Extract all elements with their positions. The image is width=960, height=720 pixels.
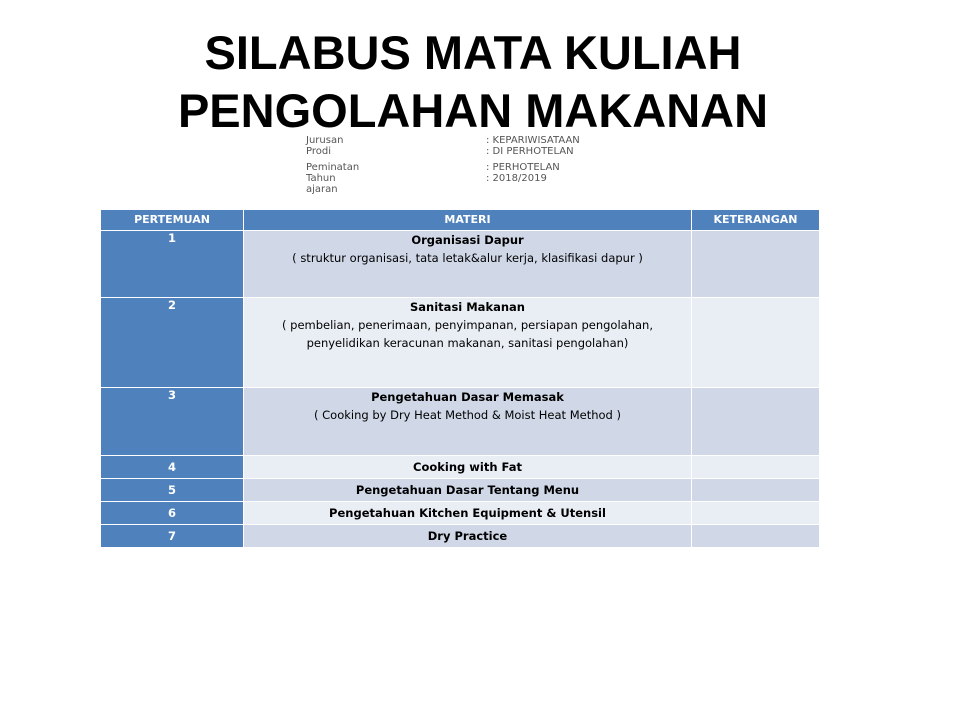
table-row	[101, 479, 820, 502]
materi-desc: ( pembelian, penerimaan, penyimpanan, persiapan pengolahan, penyelidikan keracunan makanan, sanitasi pengolahan)	[282, 318, 653, 350]
title-line-1: SILABUS MATA KULIAH	[204, 26, 742, 79]
row-number: 6	[101, 502, 244, 525]
row-number: 7	[101, 525, 244, 548]
table-header-row	[101, 210, 820, 231]
syllabus-table	[100, 209, 820, 548]
materi-title: Dry Practice	[427, 529, 508, 543]
table-row	[101, 456, 820, 479]
row-number: 4	[101, 456, 244, 479]
materi-desc: ( Cooking by Dry Heat Method & Moist Heat Method )	[313, 408, 621, 422]
table-row	[101, 502, 820, 525]
keterangan-cell	[692, 502, 820, 525]
table-row	[101, 231, 820, 298]
row-number: 1	[101, 231, 244, 298]
materi-title: Pengetahuan Kitchen Equipment & Utensil	[329, 506, 606, 520]
info-label: Peminatan	[306, 162, 360, 173]
row-number: 3	[101, 388, 244, 456]
table-row	[101, 525, 820, 548]
info-value: : 2018/2019	[486, 173, 547, 184]
materi-cell	[244, 456, 692, 479]
keterangan-cell	[692, 298, 820, 388]
header-keterangan: KETERANGAN	[692, 210, 820, 231]
materi-cell	[244, 231, 692, 298]
table-row	[101, 298, 820, 388]
materi-title: Sanitasi Makanan	[410, 300, 525, 314]
table-row	[101, 388, 820, 456]
info-label: Tahun ajaran	[306, 173, 338, 195]
materi-cell	[244, 502, 692, 525]
keterangan-cell	[692, 525, 820, 548]
page-title	[0, 24, 946, 140]
info-label: Prodi	[306, 146, 331, 157]
keterangan-cell	[692, 231, 820, 298]
info-value: : PERHOTELAN	[486, 162, 560, 173]
row-number: 5	[101, 479, 244, 502]
header-materi: MATERI	[244, 210, 692, 231]
info-label: Jurusan	[306, 135, 344, 146]
keterangan-cell	[692, 456, 820, 479]
keterangan-cell	[692, 388, 820, 456]
materi-desc: ( struktur organisasi, tata letak&alur kerja, klasifikasi dapur )	[292, 251, 643, 265]
materi-cell	[244, 479, 692, 502]
materi-cell	[244, 525, 692, 548]
materi-title: Cooking with Fat	[413, 460, 522, 474]
materi-title: Pengetahuan Dasar Tentang Menu	[355, 483, 580, 497]
title-line-2: PENGOLAHAN MAKANAN	[177, 84, 769, 137]
materi-title: Organisasi Dapur	[411, 233, 524, 247]
keterangan-cell	[692, 479, 820, 502]
header-pertemuan: PERTEMUAN	[101, 210, 244, 231]
materi-cell	[244, 388, 692, 456]
row-number: 2	[101, 298, 244, 388]
info-value: : DI PERHOTELAN	[486, 146, 574, 157]
materi-title: Pengetahuan Dasar Memasak	[371, 390, 564, 404]
info-value: : KEPARIWISATAAN	[486, 135, 580, 146]
materi-cell	[244, 298, 692, 388]
